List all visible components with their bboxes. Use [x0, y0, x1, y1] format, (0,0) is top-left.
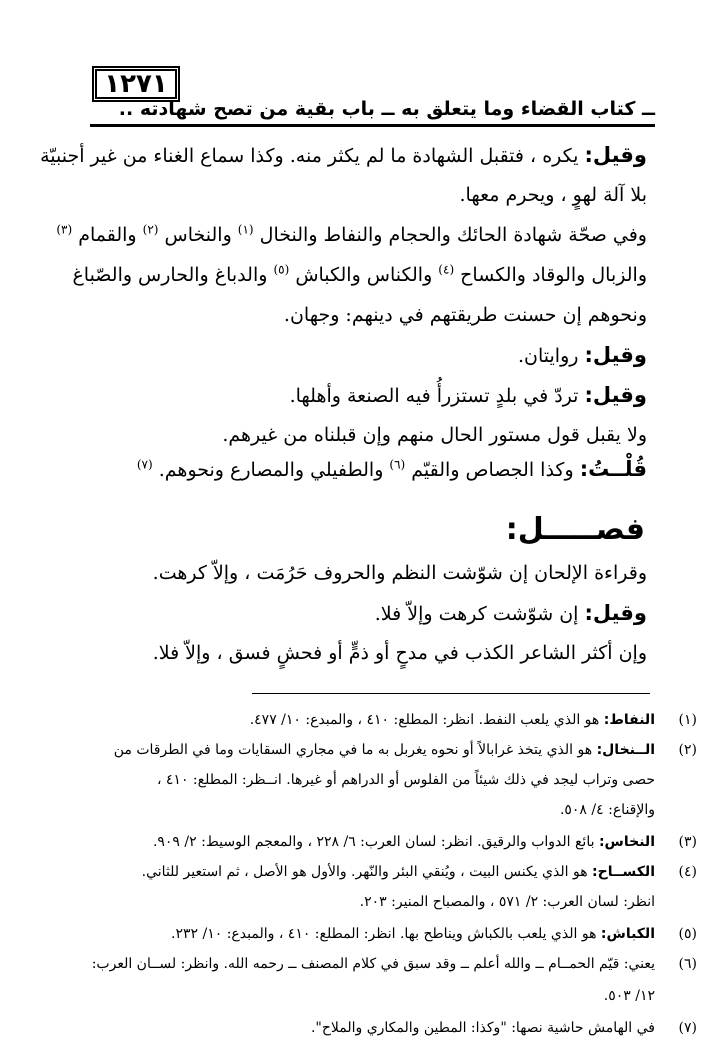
footnote-text: هو الذي يلعب بالكباش ويناطح بها. انظر: المطلع: ٤١٠ ، والمبدع: ١٠/ ٢٣٢. [171, 926, 601, 942]
main-line-1 [40, 138, 647, 172]
main-line-8 [72, 418, 647, 452]
footnote-ref-4[interactable]: (٤) [438, 262, 455, 277]
footnote-5 [55, 920, 697, 948]
main-line-10 [72, 556, 647, 590]
text: يكره ، فتقبل الشهادة ما لم يكثر منه. وكذا سماع الغناء من غير أجنبيّة [40, 145, 585, 167]
footnote-2-line-2: حصى وتراب ليجد في ذلك شيئاً من الفلوس أو الدراهم أو غيرها. انــظر: المطلع: ٤١٠ ، [156, 772, 655, 788]
footnote-ref-5[interactable]: (٥) [273, 262, 290, 277]
text: والكناس والكباش [295, 264, 439, 286]
footnote-term: النخاس: [598, 834, 655, 850]
footnote-3 [55, 828, 697, 856]
footnote-6 [55, 950, 697, 978]
footnote-4 [55, 858, 697, 886]
text: روايتان. [517, 345, 585, 367]
text: وإن أكثر الشاعر الكذب في مدحٍ أو ذمٍّ أو فحشٍ فسق ، وإلاّ فلا. [152, 642, 647, 664]
footnote-ref-6[interactable]: (٦) [389, 457, 406, 472]
footnote-number: (٦) [678, 956, 697, 972]
text: وكذا الجصاص والقيّم [411, 459, 580, 481]
text: بلا آلة لهوٍ ، ويحرم معها. [459, 184, 647, 206]
footnote-text: هو الذي يلعب النفط. انظر: المطلع: ٤١٠ ، والمبدع: ١٠/ ٤٧٧. [249, 712, 604, 728]
footnote-ref-1[interactable]: (١) [237, 222, 254, 237]
footnote-ref-2[interactable]: (٢) [142, 222, 159, 237]
footnote-6-line-2: ١٢/ ٥٠٣. [603, 988, 655, 1004]
footnote-term: الــنخال: [596, 742, 655, 758]
text: والطفيلي والمصارع ونحوهم. [158, 459, 390, 481]
text: تردّ في بلدٍ تستزرأُ فيه الصنعة وأهلها. [289, 385, 585, 407]
header-rule [90, 124, 655, 127]
label-qil: وقيل: [584, 143, 647, 167]
footnote-text: بائع الدواب والرقيق. انظر: لسان العرب: ٦/ ٢٢٨ ، والمعجم الوسيط: ٢/ ٩٠٩. [152, 834, 599, 850]
footnote-number: (٥) [678, 926, 697, 942]
footnote-4-line-2: انظر: لسان العرب: ٢/ ٥٧١ ، والمصباح المنير: ٢٠٣. [359, 894, 655, 910]
footnote-number: (٤) [678, 864, 697, 880]
footnote-number: (٢) [678, 742, 697, 758]
main-line-6 [72, 338, 647, 372]
text: وقراءة الإلحان إن شوّشت النظم والحروف حَرُمَت ، وإلاّ كرهت. [152, 562, 647, 584]
text: ولا يقبل قول مستور الحال منهم وإن قبلناه من غيرهم. [222, 424, 647, 446]
footnote-text: في الهامش حاشية نصها: "وكذا: المطين والمكاري والملاح". [310, 1020, 655, 1036]
footnote-1 [55, 706, 697, 734]
footnote-term: الكســاح: [592, 864, 655, 880]
footnote-2-line-3: والإقناع: ٤/ ٥٠٨. [559, 802, 655, 818]
footnote-term: الكباش: [600, 926, 655, 942]
footnote-divider [252, 693, 650, 694]
footnote-2 [55, 736, 697, 764]
footnote-7 [55, 1014, 697, 1042]
text: وفي صحّة شهادة الحائك والحجام والنفاط والنخال [259, 224, 647, 246]
footnote-term: النفاط: [603, 712, 655, 728]
running-header: ــ كتاب القضاء وما يتعلق به ــ باب بقية من تصح شهادته .. [118, 98, 655, 120]
text: والزبال والوقاد والكساح [460, 264, 647, 286]
main-line-2 [72, 178, 647, 212]
page-number: ١٢٧١ [92, 66, 180, 102]
footnote-text: يعني: قيّم الحمــام ــ والله أعلم ــ وقد سبق في كلام المصنف ــ رحمه الله. وانظر: لســان العرب: [91, 956, 655, 972]
main-line-3 [56, 218, 647, 252]
label-qil: وقيل: [584, 383, 647, 407]
footnote-number: (٧) [678, 1020, 697, 1036]
text: إن شوّشت كرهت وإلاّ فلا. [374, 603, 585, 625]
main-line-12 [72, 636, 647, 670]
text: والنخاس [164, 224, 238, 246]
footnote-ref-3[interactable]: (٣) [56, 222, 73, 237]
footnote-number: (٣) [678, 834, 697, 850]
main-line-4 [72, 258, 647, 292]
text: والدباغ والحارس والصّباغ [72, 264, 274, 286]
footnote-text: هو الذي يكنس البيت ، ويُنقي البئر والنّهر. والأول هو الأصل ، ثم استعير للثاني. [141, 864, 593, 880]
text: والقمام [78, 224, 143, 246]
footnote-text: هو الذي يتخذ غرابالاً أو نحوه يغربل به ما في مجاري السقايات وما في الطرقات من [113, 742, 597, 758]
section-heading-fasl: فصـــــل: [505, 512, 645, 547]
text: ونحوهم إن حسنت طريقتهم في دينهم: وجهان. [283, 304, 647, 326]
main-line-5 [72, 298, 647, 332]
footnote-number: (١) [678, 712, 697, 728]
footnote-ref-7[interactable]: (٧) [136, 457, 153, 472]
main-line-7 [72, 378, 647, 412]
label-qil: وقيل: [584, 601, 647, 625]
main-line-11 [72, 596, 647, 630]
label-qultu: قُلْــتُ: [579, 457, 647, 481]
main-line-9 [72, 452, 647, 486]
label-qil: وقيل: [584, 343, 647, 367]
